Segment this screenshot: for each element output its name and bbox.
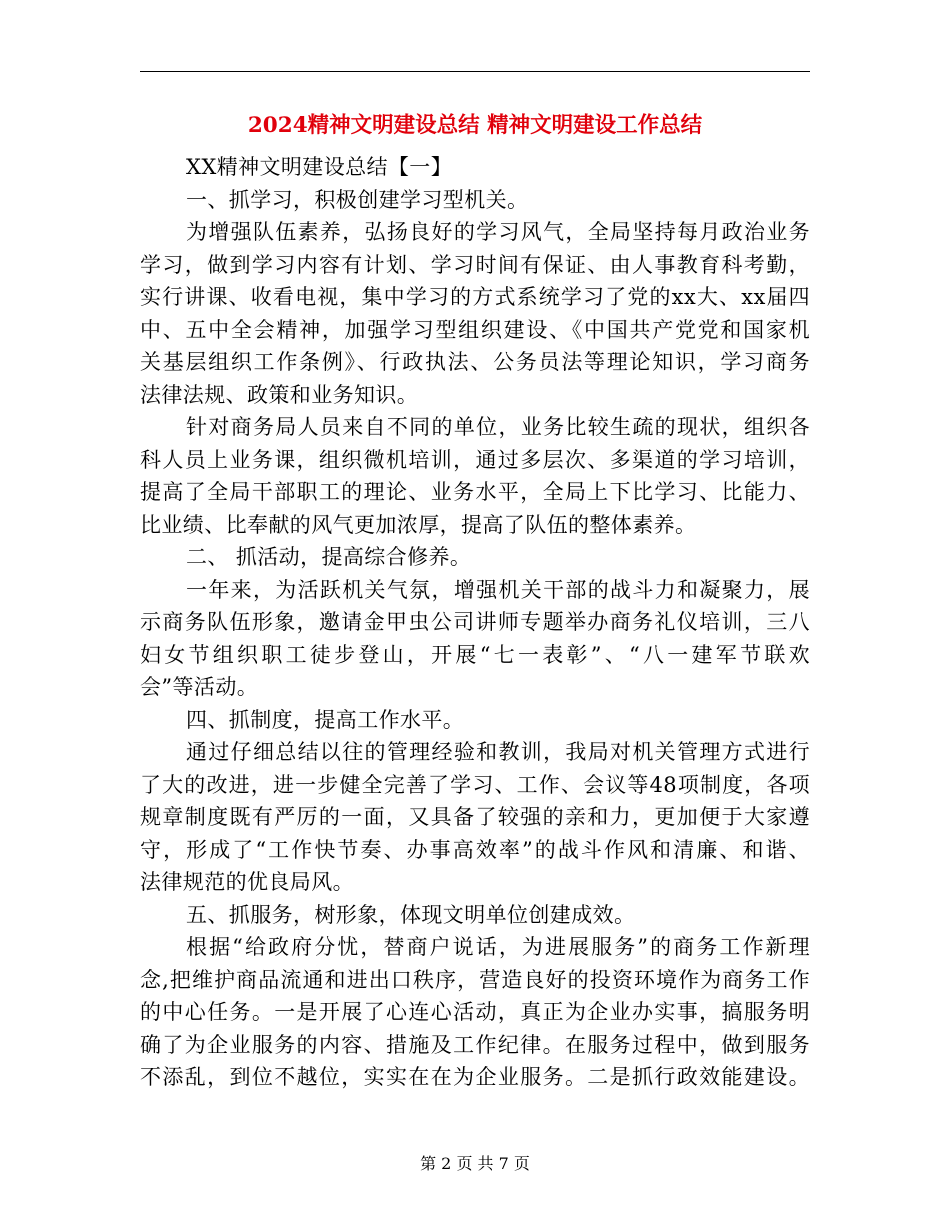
body-line: 比业绩、比奉献的风气更加浓厚，提高了队伍的整体素养。 <box>140 512 697 537</box>
body-line: 妇女节组织职工徒步登山，开展“七一表彰”、“八一建军节联欢 <box>140 642 810 667</box>
body-line: 了大的改进，进一步健全完善了学习、工作、会议等48项制度，各项 <box>140 772 810 797</box>
body-line: 法律法规、政策和业务知识。 <box>140 382 419 407</box>
body-line: 规章制度既有严厉的一面，又具备了较强的亲和力，更加便于大家遵 <box>140 805 810 829</box>
body-line: 四、抓制度，提高工作水平。 <box>186 707 465 732</box>
body-line: 针对商务局人员来自不同的单位，业务比较生疏的现状，组织各 <box>186 415 810 439</box>
body-line: 守，形成了“工作快节奏、办事高效率”的战斗作风和清廉、和谐、 <box>140 837 810 862</box>
body-line: 二、 抓活动，提高综合修养。 <box>186 545 472 569</box>
body-line: 为增强队伍素养，弘扬良好的学习风气，全局坚持每月政治业务 <box>186 220 810 244</box>
body-line: 一年来，为活跃机关气氛，增强机关干部的战斗力和凝聚力，展 <box>186 577 810 602</box>
body-line: 提高了全局干部职工的理论、业务水平，全局上下比学习、比能力、 <box>140 480 810 504</box>
document-title: 2024精神文明建设总结 精神文明建设工作总结 <box>247 113 703 138</box>
body-line: 会”等活动。 <box>140 675 259 699</box>
body-line: 科人员上业务课，组织微机培训，通过多层次、多渠道的学习培训， <box>140 447 810 472</box>
body-line: 根据“给政府分忧，替商户说话，为进展服务”的商务工作新理 <box>186 935 810 959</box>
body-line: 的中心任务。一是开展了心连心活动，真正为企业办实事，搞服务明 <box>140 1000 810 1024</box>
body-line: 示商务队伍形象，邀请金甲虫公司讲师专题举办商务礼仪培训，三八 <box>140 610 810 634</box>
body-line: 念,把维护商品流通和进出口秩序，营造良好的投资环境作为商务工作 <box>140 967 810 992</box>
header-rule <box>140 71 810 72</box>
body-line: 一、抓学习，积极创建学习型机关。 <box>186 187 529 212</box>
body-line: 确了为企业服务的内容、措施及工作纪律。在服务过程中，做到服务 <box>140 1032 810 1057</box>
body-line: XX精神文明建设总结【一】 <box>186 155 453 179</box>
body-line: 法律规范的优良局风。 <box>140 870 354 894</box>
page-number: 第 2 页 共 7 页 <box>420 1154 530 1173</box>
body-line: 关基层组织工作条例》、行政执法、公务员法等理论知识，学习商务 <box>140 350 810 374</box>
body-line: 通过仔细总结以往的管理经验和教训，我局对机关管理方式进行 <box>186 740 810 764</box>
body-line: 五、抓服务，树形象，体现文明单位创建成效。 <box>186 902 636 927</box>
body-line: 不添乱，到位不越位，实实在在为企业服务。二是抓行政效能建设。 <box>140 1065 810 1089</box>
document-body <box>140 151 810 1094</box>
body-line: 学习，做到学习内容有计划、学习时间有保证、由人事教育科考勤， <box>140 252 810 277</box>
body-line: 中、五中全会精神，加强学习型组织建设、《中国共产党党和国家机 <box>140 317 810 342</box>
body-line: 实行讲课、收看电视，集中学习的方式系统学习了党的xx大、xx届四 <box>140 285 810 309</box>
